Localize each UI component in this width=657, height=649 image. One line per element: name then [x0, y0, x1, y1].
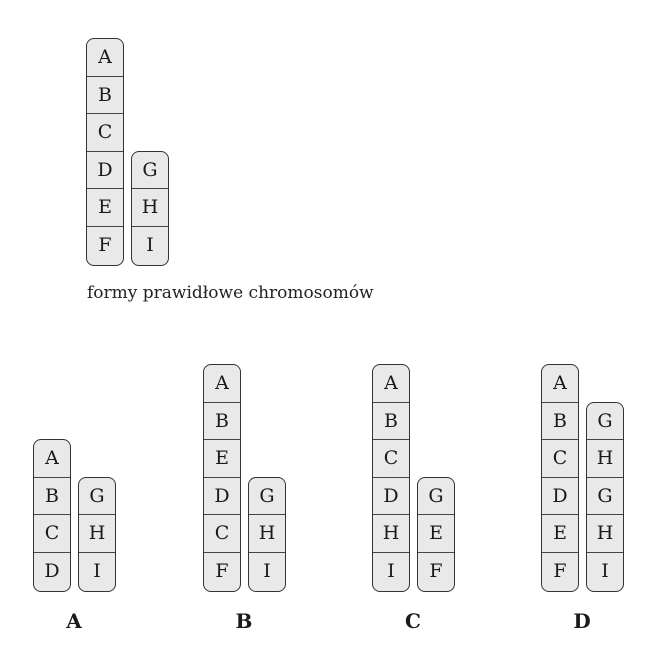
- variant-label-d: D: [573, 609, 591, 633]
- gene-segment: A: [373, 365, 409, 403]
- gene-segment: C: [542, 440, 578, 478]
- gene-segment: D: [373, 478, 409, 516]
- gene-segment: B: [87, 77, 123, 115]
- variant-a-chromosome-short: [78, 477, 116, 593]
- variant-label-c: C: [405, 609, 421, 633]
- gene-segment: A: [542, 365, 578, 403]
- gene-segment: B: [204, 403, 240, 441]
- gene-segment: I: [93, 560, 101, 583]
- variant-label-b: B: [235, 609, 253, 633]
- gene-segment: F: [98, 234, 112, 257]
- gene-segment: F: [553, 560, 567, 583]
- gene-segment: A: [87, 39, 123, 77]
- gene-segment: G: [418, 478, 454, 516]
- gene-segment: I: [387, 560, 395, 583]
- gene-segment: E: [87, 189, 123, 227]
- gene-segment: F: [215, 560, 229, 583]
- variant-label-a: A: [66, 609, 82, 633]
- gene-segment: A: [34, 440, 70, 478]
- gene-segment: A: [204, 365, 240, 403]
- gene-segment: H: [249, 515, 285, 553]
- gene-segment: D: [44, 560, 60, 583]
- gene-segment: G: [587, 478, 623, 516]
- variant-d-chromosome-short: [586, 402, 624, 593]
- variant-c-chromosome-long: [372, 364, 410, 592]
- gene-segment: E: [418, 515, 454, 553]
- variant-b-chromosome-long: [203, 364, 241, 592]
- gene-segment: D: [204, 478, 240, 516]
- gene-segment: B: [542, 403, 578, 441]
- gene-segment: H: [79, 515, 115, 553]
- gene-segment: D: [87, 152, 123, 190]
- gene-segment: C: [87, 114, 123, 152]
- gene-segment: G: [132, 152, 168, 190]
- normal-forms-caption: formy prawidłowe chromosomów: [87, 283, 374, 303]
- normal-chromosome-long: [86, 38, 124, 266]
- gene-segment: C: [373, 440, 409, 478]
- gene-segment: I: [263, 560, 271, 583]
- variant-d-chromosome-long: [541, 364, 579, 592]
- gene-segment: I: [146, 234, 154, 257]
- gene-segment: G: [79, 478, 115, 516]
- gene-segment: H: [587, 440, 623, 478]
- gene-segment: D: [542, 478, 578, 516]
- gene-segment: B: [34, 478, 70, 516]
- gene-segment: C: [34, 515, 70, 553]
- gene-segment: E: [204, 440, 240, 478]
- gene-segment: I: [601, 560, 609, 583]
- variant-b-chromosome-short: [248, 477, 286, 593]
- gene-segment: F: [429, 560, 443, 583]
- gene-segment: E: [542, 515, 578, 553]
- variant-a-chromosome-long: [33, 439, 71, 592]
- variant-c-chromosome-short: [417, 477, 455, 593]
- gene-segment: B: [373, 403, 409, 441]
- gene-segment: G: [587, 403, 623, 441]
- gene-segment: H: [132, 189, 168, 227]
- gene-segment: H: [587, 515, 623, 553]
- gene-segment: C: [204, 515, 240, 553]
- normal-chromosome-short: [131, 151, 169, 267]
- gene-segment: H: [373, 515, 409, 553]
- gene-segment: G: [249, 478, 285, 516]
